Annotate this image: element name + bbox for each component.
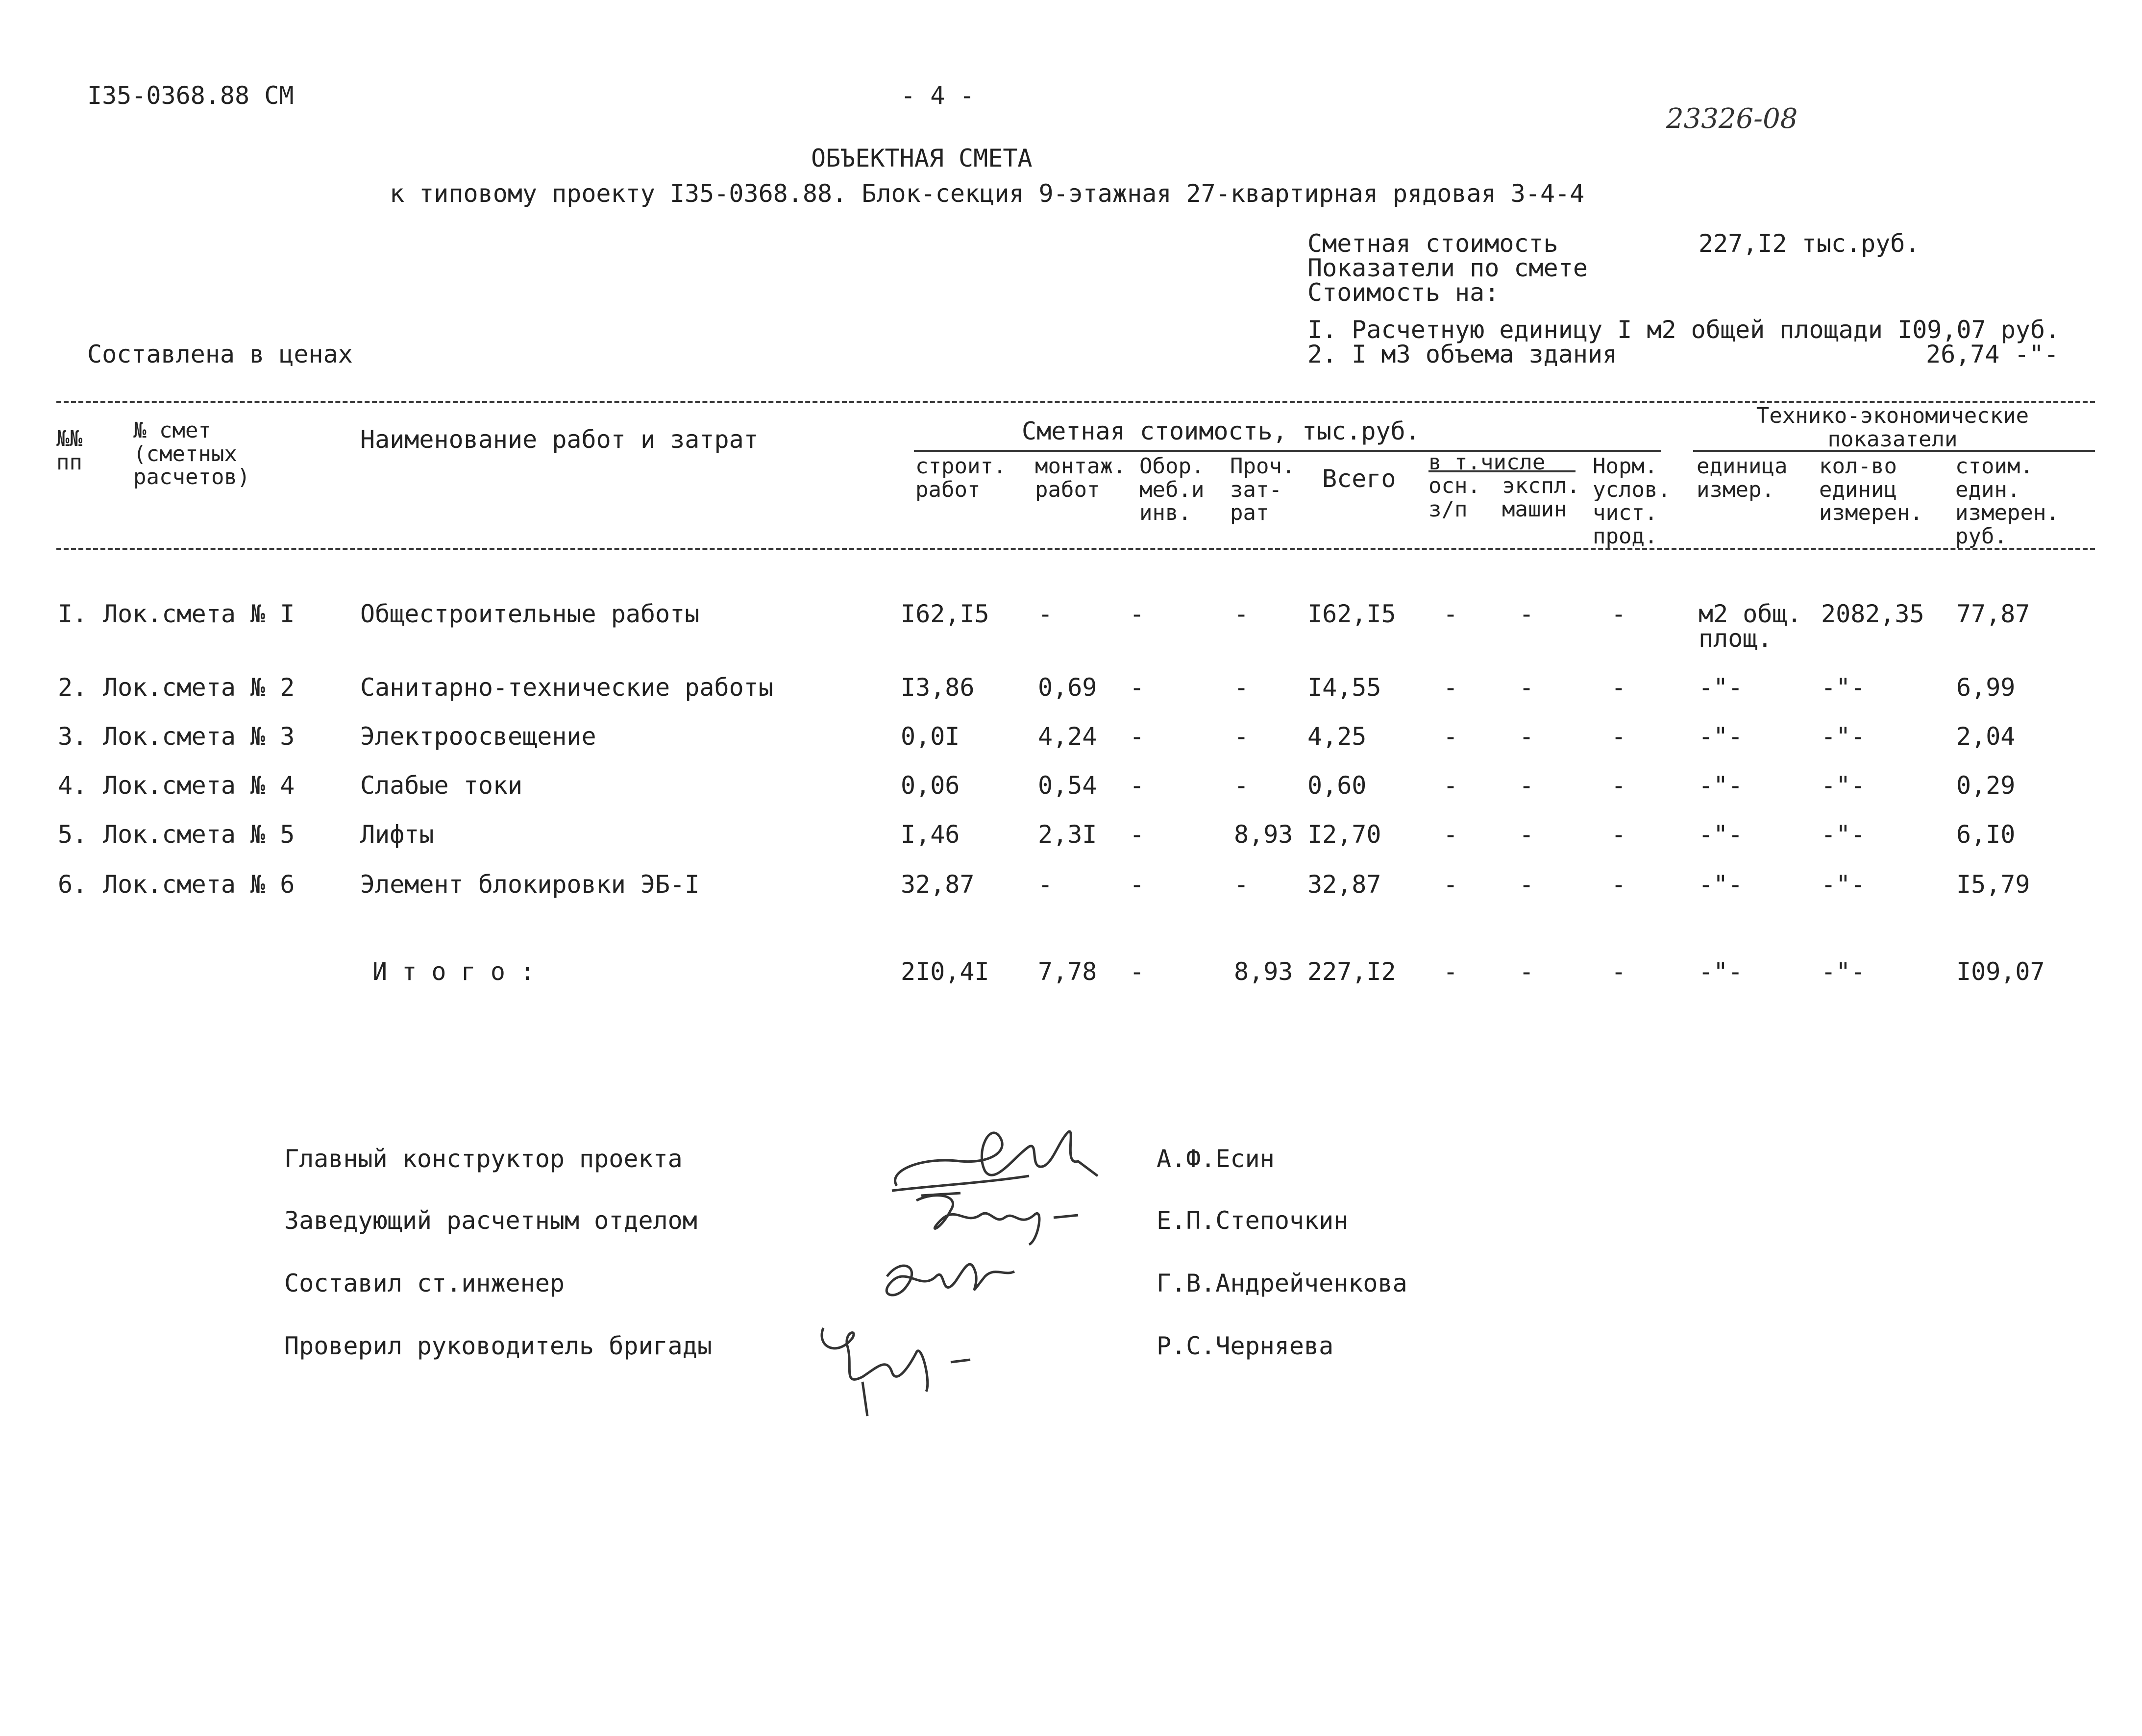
row-qty: -"- <box>1821 820 1866 849</box>
row-vsego: 4,25 <box>1307 722 1367 751</box>
row-name: Санитарно-технические работы <box>360 673 773 702</box>
row-vsego: I62,I5 <box>1307 600 1396 628</box>
row-vsego: 32,87 <box>1307 870 1381 899</box>
row-stroit: I,46 <box>901 820 960 849</box>
signature-name: Р.С.Черняева <box>1157 1332 1334 1360</box>
row-unit-cost: I5,79 <box>1956 870 2030 899</box>
row-osn: - <box>1443 673 1458 702</box>
col-osn-header: осн. з/п <box>1428 473 1480 522</box>
col-proch-header: Проч. зат- рат <box>1230 454 1295 526</box>
total-montazh: 7,78 <box>1038 957 1097 986</box>
row-proch: - <box>1234 673 1249 702</box>
row-smeta: Лок.смета № 5 <box>103 820 295 849</box>
handwritten-signature <box>813 1313 980 1421</box>
row-montazh: 0,69 <box>1038 673 1097 702</box>
summary-item-2-label: 2. I м3 объема здания <box>1307 340 1618 368</box>
col-num-header: №№ пп <box>56 426 82 475</box>
row-osn: - <box>1443 722 1458 751</box>
total-label: И т о г о : <box>372 957 535 986</box>
row-norm: - <box>1611 870 1626 899</box>
row-qty: 2082,35 <box>1821 600 1924 628</box>
row-num: 4. <box>58 771 88 800</box>
signature-name: А.Ф.Есин <box>1157 1145 1275 1173</box>
total-stroit: 2I0,4I <box>901 957 989 986</box>
row-unit: -"- <box>1699 870 1743 899</box>
row-num: 2. <box>58 673 88 702</box>
row-num: I. <box>58 600 88 628</box>
row-unit: -"- <box>1699 771 1743 800</box>
row-norm: - <box>1611 673 1626 702</box>
total-norm: - <box>1611 957 1626 986</box>
row-osn: - <box>1443 771 1458 800</box>
row-name: Лифты <box>360 820 434 849</box>
row-smeta: Лок.смета № 3 <box>103 722 295 751</box>
col-vsego-header: Всего <box>1322 465 1396 493</box>
total-ekspl: - <box>1519 957 1534 986</box>
row-oborud: - <box>1130 600 1145 628</box>
signature-name: Е.П.Степочкин <box>1157 1206 1349 1235</box>
row-montazh: 0,54 <box>1038 771 1097 800</box>
prices-label: Составлена в ценах <box>87 340 353 368</box>
row-oborud: - <box>1130 722 1145 751</box>
indicators-label: Показатели по смете <box>1307 254 1588 282</box>
row-stroit: 0,0I <box>901 722 960 751</box>
row-montazh: 4,24 <box>1038 722 1097 751</box>
row-oborud: - <box>1130 771 1145 800</box>
row-unit-cost: 6,99 <box>1956 673 2016 702</box>
row-num: 3. <box>58 722 88 751</box>
summary-item-2-value: 26,74 -"- <box>1926 340 2059 368</box>
row-num: 6. <box>58 870 88 899</box>
row-oborud: - <box>1130 870 1145 899</box>
row-norm: - <box>1611 722 1626 751</box>
row-vsego: I2,70 <box>1307 820 1381 849</box>
row-smeta: Лок.смета № 6 <box>103 870 295 899</box>
cost-group-header: Сметная стоимость, тыс.руб. <box>1022 417 1420 445</box>
handwritten-signature <box>907 1181 1093 1249</box>
row-ekspl: - <box>1519 870 1534 899</box>
row-smeta: Лок.смета № I <box>103 600 295 628</box>
document-subtitle: к типовому проекту I35-0368.88. Блок-секция 9-этажная 27-квартирная рядовая 3-4-4 <box>390 179 1585 208</box>
total-unit: -"- <box>1699 957 1743 986</box>
row-stroit: 0,06 <box>901 771 960 800</box>
row-smeta: Лок.смета № 4 <box>103 771 295 800</box>
row-qty: -"- <box>1821 870 1866 899</box>
row-unit-cost: 6,I0 <box>1956 820 2016 849</box>
row-proch: - <box>1234 870 1249 899</box>
col-unit-header: единица измер. <box>1697 454 1788 502</box>
col-name-header: Наименование работ и затрат <box>360 425 759 454</box>
col-oborud-header: Обор. меб.и инв. <box>1139 454 1205 526</box>
row-norm: - <box>1611 771 1626 800</box>
total-proch: 8,93 <box>1234 957 1293 986</box>
row-osn: - <box>1443 820 1458 849</box>
document-code: I35-0368.88 СМ <box>87 81 294 110</box>
row-proch: - <box>1234 722 1249 751</box>
row-name: Общестроительные работы <box>360 600 700 628</box>
row-stroit: 32,87 <box>901 870 975 899</box>
total-osn: - <box>1443 957 1458 986</box>
col-unit-cost-header: стоим. един. измерен. руб. <box>1955 454 2059 549</box>
row-name: Слабые токи <box>360 771 523 800</box>
col-qty-header: кол-во единиц измерен. <box>1819 454 1923 526</box>
row-oborud: - <box>1130 673 1145 702</box>
cost-value: 227,I2 тыс.руб. <box>1699 229 1920 258</box>
row-unit-cost: 0,29 <box>1956 771 2016 800</box>
row-norm: - <box>1611 600 1626 628</box>
signature-role: Проверил руководитель бригады <box>284 1332 712 1360</box>
handwritten-number: 23326-08 <box>1666 103 1798 135</box>
col-smeta-header: № смет (сметных расчетов) <box>133 418 250 490</box>
signature-role: Заведующий расчетным отделом <box>284 1206 697 1235</box>
row-smeta: Лок.смета № 2 <box>103 673 295 702</box>
row-qty: -"- <box>1821 673 1866 702</box>
cost-group-rule <box>914 450 1661 452</box>
row-oborud: - <box>1130 820 1145 849</box>
row-montazh: 2,3I <box>1038 820 1097 849</box>
row-stroit: I62,I5 <box>901 600 989 628</box>
row-montazh: - <box>1038 870 1053 899</box>
row-stroit: I3,86 <box>901 673 975 702</box>
row-vsego: I4,55 <box>1307 673 1381 702</box>
row-unit: м2 общ. площ. <box>1699 600 1802 653</box>
cost-label: Сметная стоимость <box>1307 229 1558 258</box>
row-osn: - <box>1443 870 1458 899</box>
col-stroit-header: строит. работ <box>915 454 1007 502</box>
page-number: - 4 - <box>901 81 975 110</box>
row-unit: -"- <box>1699 722 1743 751</box>
col-norm-header: Норм. услов. чист. прод. <box>1593 454 1671 549</box>
row-name: Электроосвещение <box>360 722 596 751</box>
vt-group-header: в т.числе <box>1428 450 1546 475</box>
total-qty: -"- <box>1821 957 1866 986</box>
row-montazh: - <box>1038 600 1053 628</box>
row-ekspl: - <box>1519 722 1534 751</box>
signature-name: Г.В.Андрейченкова <box>1157 1269 1407 1297</box>
row-vsego: 0,60 <box>1307 771 1367 800</box>
document-title: ОБЪЕКТНАЯ СМЕТА <box>811 144 1033 172</box>
row-unit: -"- <box>1699 673 1743 702</box>
col-montazh-header: монтаж. работ <box>1035 454 1126 502</box>
total-unit-cost: I09,07 <box>1956 957 2045 986</box>
col-ekspl-header: экспл. машин <box>1502 473 1580 522</box>
tech-group-header: Технико-экономические показатели <box>1756 403 2029 452</box>
row-unit: -"- <box>1699 820 1743 849</box>
row-num: 5. <box>58 820 88 849</box>
row-osn: - <box>1443 600 1458 628</box>
row-ekspl: - <box>1519 600 1534 628</box>
row-qty: -"- <box>1821 722 1866 751</box>
row-norm: - <box>1611 820 1626 849</box>
summary-item-1: I. Расчетную единицу I м2 общей площади I09,07 руб. <box>1307 316 2060 344</box>
total-vsego: 227,I2 <box>1307 957 1396 986</box>
row-name: Элемент блокировки ЭБ-I <box>360 870 700 899</box>
row-proch: - <box>1234 600 1249 628</box>
row-proch: 8,93 <box>1234 820 1293 849</box>
row-qty: -"- <box>1821 771 1866 800</box>
row-unit-cost: 77,87 <box>1956 600 2030 628</box>
handwritten-signature <box>867 1247 1029 1316</box>
row-ekspl: - <box>1519 673 1534 702</box>
total-oborud: - <box>1130 957 1145 986</box>
row-unit-cost: 2,04 <box>1956 722 2016 751</box>
row-ekspl: - <box>1519 820 1534 849</box>
cost-per-label: Стоимость на: <box>1307 278 1500 307</box>
row-ekspl: - <box>1519 771 1534 800</box>
row-proch: - <box>1234 771 1249 800</box>
header-bottom-rule <box>56 548 2095 550</box>
signature-role: Составил ст.инженер <box>284 1269 565 1297</box>
signature-role: Главный конструктор проекта <box>284 1145 683 1173</box>
